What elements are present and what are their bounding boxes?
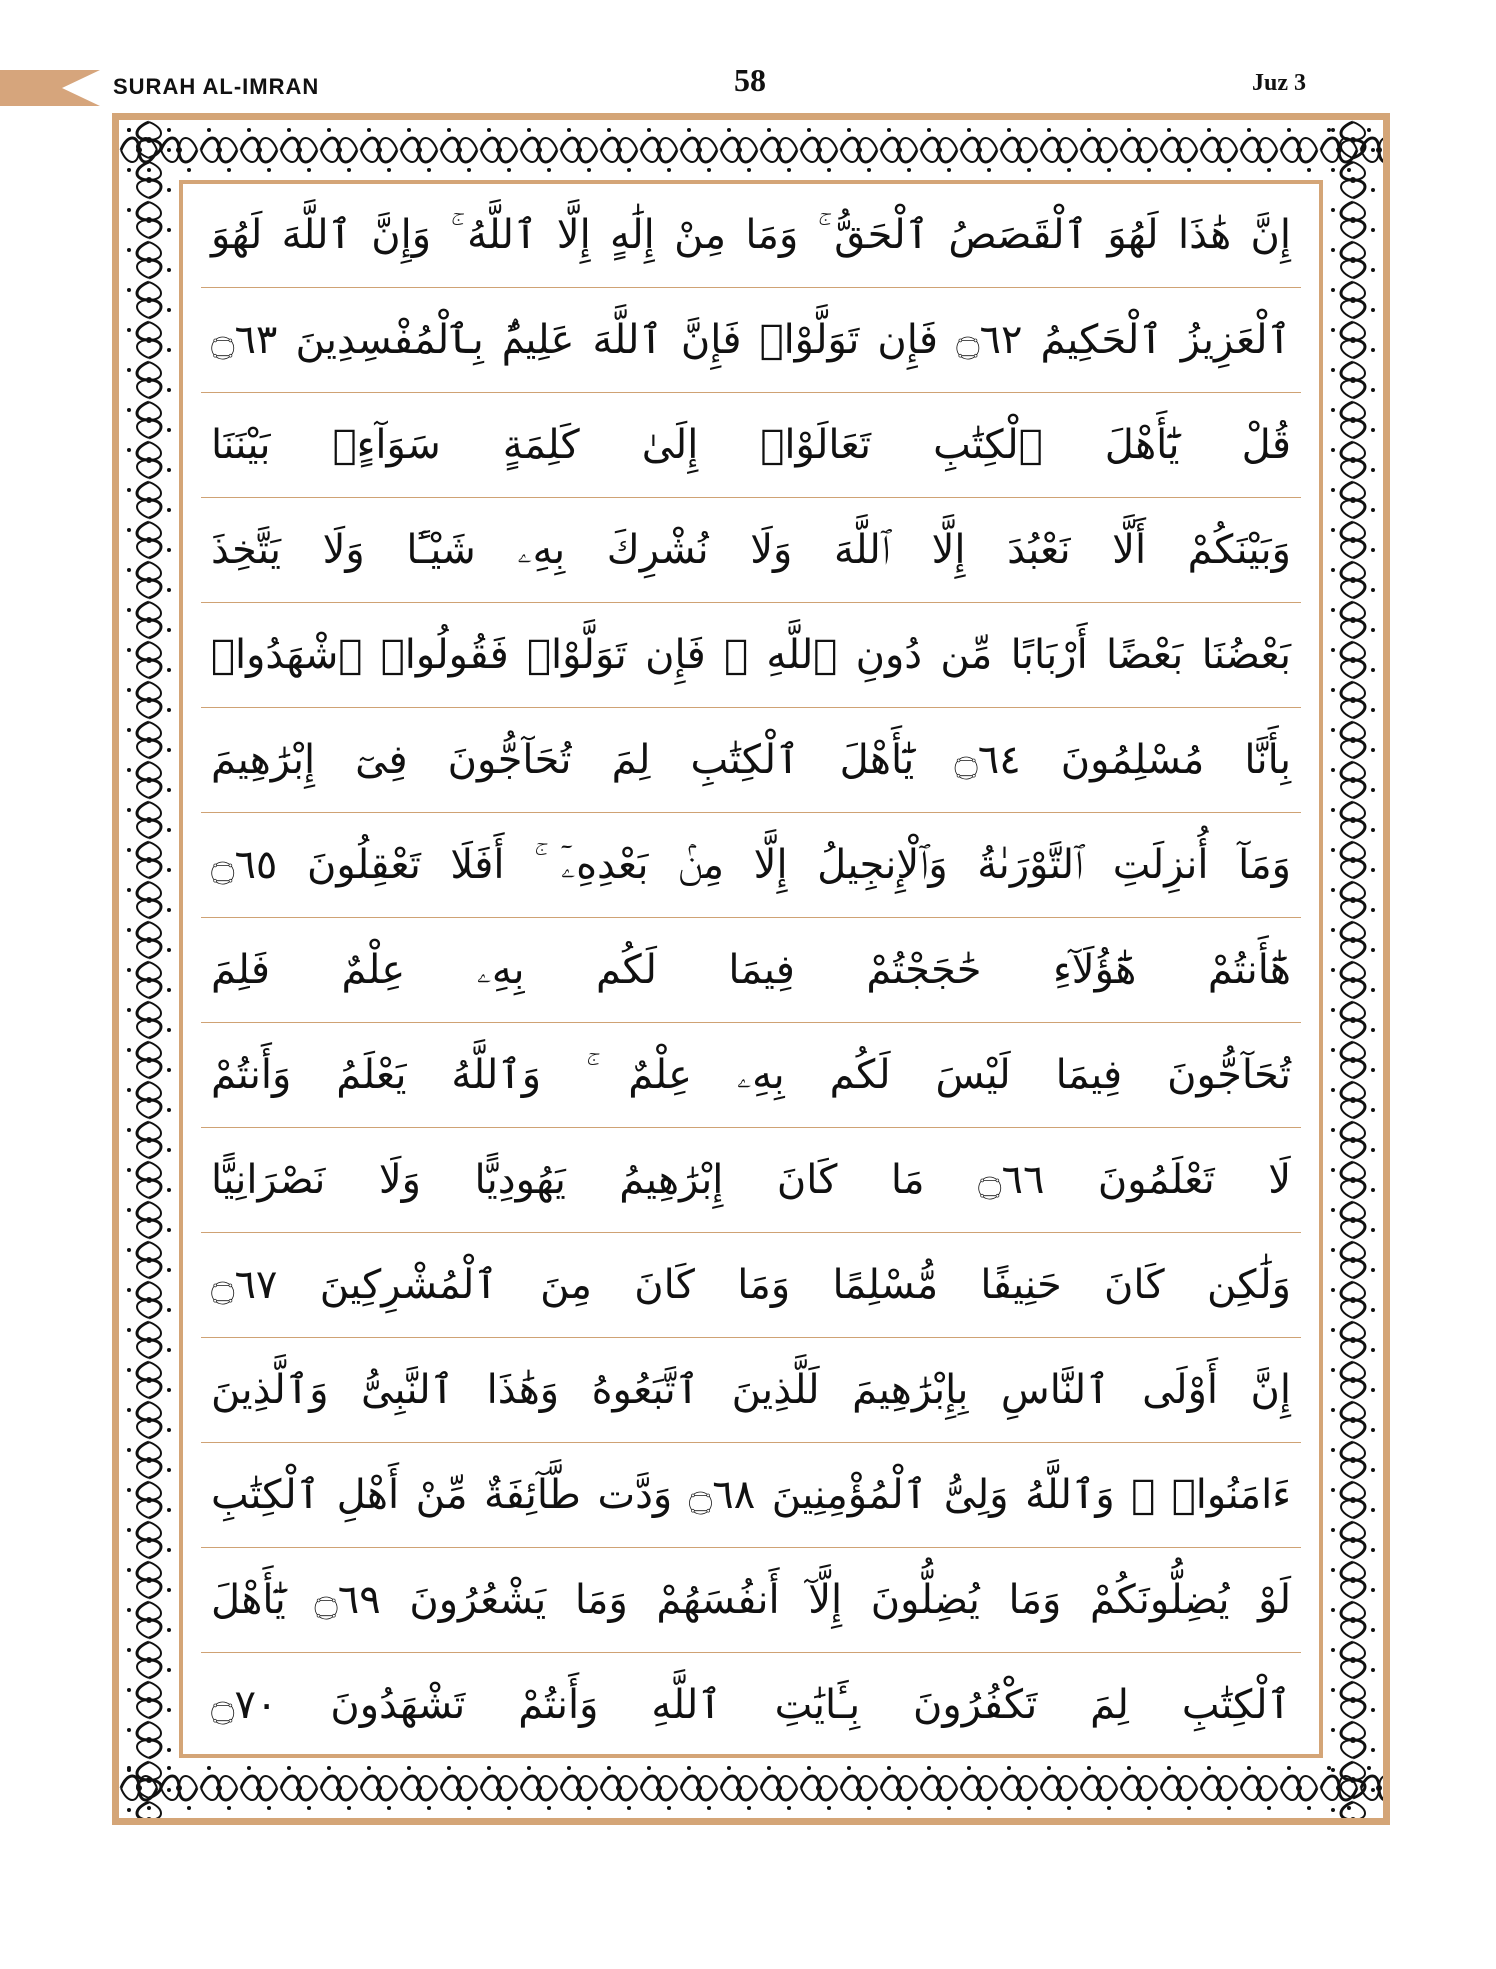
verse-line-11: وَلَٰكِن كَانَ حَنِيفًا مُّسْلِمًا وَمَا كَانَ مِنَ ٱلْمُشْرِكِينَ ۝٦٧ bbox=[201, 1234, 1301, 1338]
verse-line-14: لَوْ يُضِلُّونَكُمْ وَمَا يُضِلُّونَ إِلَّآ أَنفُسَهُمْ وَمَا يَشْعُرُونَ ۝٦٩ يَٰٓأَهْلَ bbox=[201, 1549, 1301, 1653]
page-frame bbox=[112, 113, 1390, 1825]
verse-line-3: قُلْ يَٰٓأَهْلَ ٱلْكِتَٰبِ تَعَالَوْا۟ إِلَىٰ كَلِمَةٍ سَوَآءٍۭ بَيْنَنَا bbox=[201, 394, 1301, 498]
left-border-ornament bbox=[119, 120, 179, 1818]
verse-line-8: هَٰٓأَنتُمْ هَٰٓؤُلَآءِ حَٰجَجْتُمْ فِيمَا لَكُم بِهِۦ عِلْمٌ فَلِمَ bbox=[201, 919, 1301, 1023]
verse-line-15: ٱلْكِتَٰبِ لِمَ تَكْفُرُونَ بِـَٔايَٰتِ ٱللَّهِ وَأَنتُمْ تَشْهَدُونَ ۝٧٠ bbox=[211, 1682, 1291, 1728]
bookmark-tab-icon bbox=[0, 70, 100, 106]
verse-lines bbox=[201, 184, 1301, 1754]
juz-label: Juz 3 bbox=[1252, 70, 1306, 96]
top-border-ornament bbox=[119, 120, 1383, 180]
right-border-ornament bbox=[1323, 120, 1383, 1818]
bottom-border-ornament bbox=[119, 1758, 1383, 1818]
verse-line-7: وَمَآ أُنزِلَتِ ٱلتَّوْرَىٰةُ وَٱلْإِنجِيلُ إِلَّا مِنۢ بَعْدِهِۦٓ ۚ أَفَلَا تَعْقِلُونَ ۝٦٥ bbox=[201, 814, 1301, 918]
verse-line-1: إِنَّ هَٰذَا لَهُوَ ٱلْقَصَصُ ٱلْحَقُّ ۚ وَمَا مِنْ إِلَٰهٍ إِلَّا ٱللَّهُ ۚ وَإِنَّ ٱللَّهَ لَهُوَ bbox=[201, 184, 1301, 288]
verse-line-10: لَا تَعْلَمُونَ ۝٦٦ مَا كَانَ إِبْرَٰهِيمُ يَهُودِيًّا وَلَا نَصْرَانِيًّا bbox=[201, 1129, 1301, 1233]
verse-line-9: تُحَآجُّونَ فِيمَا لَيْسَ لَكُم بِهِۦ عِلْمٌ ۚ وَٱللَّهُ يَعْلَمُ وَأَنتُمْ bbox=[201, 1024, 1301, 1128]
verse-line-6: بِأَنَّا مُسْلِمُونَ ۝٦٤ يَٰٓأَهْلَ ٱلْكِتَٰبِ لِمَ تُحَآجُّونَ فِىٓ إِبْرَٰهِيمَ bbox=[201, 709, 1301, 813]
verse-line-12: إِنَّ أَوْلَى ٱلنَّاسِ بِإِبْرَٰهِيمَ لَلَّذِينَ ٱتَّبَعُوهُ وَهَٰذَا ٱلنَّبِىُّ وَٱلَّذِينَ bbox=[201, 1339, 1301, 1443]
verse-line-5: بَعْضُنَا بَعْضًا أَرْبَابًا مِّن دُونِ ٱللَّهِ ۚ فَإِن تَوَلَّوْا۟ فَقُولُوا۟ ٱشْهَدُوا۟ bbox=[201, 604, 1301, 708]
text-panel bbox=[179, 180, 1323, 1758]
verse-line-2: ٱلْعَزِيزُ ٱلْحَكِيمُ ۝٦٢ فَإِن تَوَلَّوْا۟ فَإِنَّ ٱللَّهَ عَلِيمٌۢ بِٱلْمُفْسِدِينَ ۝٦٣ bbox=[201, 289, 1301, 393]
page-header bbox=[0, 0, 1496, 110]
page-number: 58 bbox=[734, 62, 766, 98]
verse-line-4: وَبَيْنَكُمْ أَلَّا نَعْبُدَ إِلَّا ٱللَّهَ وَلَا نُشْرِكَ بِهِۦ شَيْـًٔا وَلَا يَتَّخِذَ bbox=[201, 499, 1301, 603]
surah-title: SURAH AL-IMRAN bbox=[113, 74, 320, 99]
verse-line-13: ءَامَنُوا۟ ۗ وَٱللَّهُ وَلِىُّ ٱلْمُؤْمِنِينَ ۝٦٨ وَدَّت طَّآئِفَةٌ مِّنْ أَهْلِ ٱلْكِتَٰبِ bbox=[201, 1444, 1301, 1548]
